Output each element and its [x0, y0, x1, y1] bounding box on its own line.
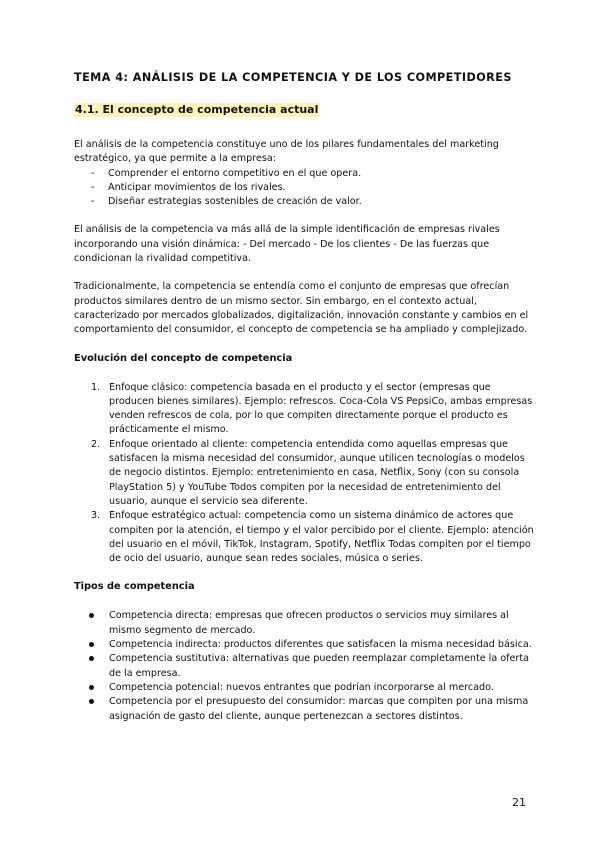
page-number: 21: [512, 796, 526, 809]
types-list-item: [74, 695, 534, 724]
bullet-dot-icon: [89, 613, 94, 618]
evolution-list-text: Enfoque estratégico actual: competencia como un sistema dinámico de actores que compiten por la atención, el tiempo y el valor percibido por el cliente. Ejemplo: atención del usuario en el móvil, TikTok, Instagram, Spotify, Netflix Todas compiten por el tiempo de ocio del usuario, aunque sean redes sociales, música o series.: [109, 510, 534, 565]
traditional-competition-paragraph: Tradicionalmente, la competencia se entendía como el conjunto de empresas que ofrecían productos similares dentro de un mismo sector. Sin embargo, en el contexto actual, caracterizado por mercados globalizados, digitalización, innovación constante y cambios en el comportamiento del consumidor, el concepto de competencia se ha ampliado y complejizado.: [74, 281, 529, 336]
types-list-text: Competencia directa: empresas que ofrecen productos o servicios muy similares al mismo segmento de mercado.: [109, 610, 509, 636]
types-list-item: [74, 681, 534, 695]
evolution-list-item: [74, 381, 534, 438]
bullet-dot-icon: [89, 685, 94, 690]
traditional-competition-block: [74, 280, 534, 337]
bullet-dot-icon: [89, 699, 94, 704]
dash-marker: -: [91, 167, 95, 179]
dynamic-vision-block: [74, 223, 534, 266]
dash-list-item: [74, 167, 534, 181]
intro-dash-list: [74, 167, 534, 210]
types-list-item: [74, 609, 534, 638]
section-heading-highlighted: 4.1. El concepto de competencia actual: [75, 103, 319, 116]
evolution-list-number: 3.: [91, 510, 101, 522]
dash-list-item-text: Anticipar movimientos de los rivales.: [108, 181, 286, 193]
dynamic-vision-paragraph: El análisis de la competencia va más allá de la simple identificación de empresas rivales incorporando una visión dinámica: - Del mercado - De los clientes - De las fuerzas que condicionan la rivalidad competitiva.: [74, 224, 500, 265]
types-list-text: Competencia por el presupuesto del consumidor: marcas que compiten por una misma asignación de gasto del cliente, aunque pertenezcan a sectores distintos.: [109, 696, 529, 722]
types-list-item: [74, 638, 534, 652]
evolution-heading: Evolución del concepto de competencia: [74, 352, 293, 364]
document-content: [74, 70, 534, 724]
intro-block: [74, 138, 534, 209]
dash-list-item: [74, 195, 534, 209]
bullet-dot-icon: [89, 642, 94, 647]
evolution-list-text: Enfoque orientado al cliente: competencia entendida como aquellas empresas que satisfacen la misma necesidad del consumidor, aunque utilicen tecnologías o modelos de negocio distintos. Ejemplo: entretenimiento en casa, Netflix, Sony (con su consola PlayStation 5) y YouTube Todos compiten por la necesidad de entretenimiento del usuario, aunque el servicio sea diferente.: [109, 438, 525, 507]
types-list-item: [74, 652, 534, 681]
evolution-list-item: [74, 438, 534, 509]
dash-list-item-text: Diseñar estrategias sostenibles de creación de valor.: [108, 196, 362, 208]
types-list: [74, 609, 534, 723]
evolution-list-item: [74, 509, 534, 566]
evolution-list: [74, 381, 534, 567]
dash-marker: -: [91, 196, 95, 208]
evolution-list-number: 1.: [91, 381, 101, 393]
types-list-text: Competencia indirecta: productos diferentes que satisfacen la misma necesidad básica.: [109, 639, 532, 651]
intro-paragraph: El análisis de la competencia constituye uno de los pilares fundamentales del marketing estratégico, ya que permite a la empresa:: [74, 139, 499, 165]
bullet-dot-icon: [89, 656, 94, 661]
types-list-text: Competencia sustitutiva: alternativas que pueden reemplazar completamente la oferta de la empresa.: [109, 653, 530, 679]
types-list-text: Competencia potencial: nuevos entrantes que podrían incorporarse al mercado.: [109, 681, 494, 693]
evolution-list-number: 2.: [91, 438, 101, 450]
dash-list-item-text: Comprender el entorno competitivo en el que opera.: [108, 167, 362, 179]
evolution-list-text: Enfoque clásico: competencia basada en el producto y el sector (empresas que producen bienes similares). Ejemplo: refrescos. Coca-Cola VS PepsiCo, ambas empresas venden refrescos de cola, por lo que compiten directamente porque el producto es prácticamente el mismo.: [109, 381, 533, 436]
page-title: TEMA 4: ANÁLISIS DE LA COMPETENCIA Y DE LOS COMPETIDORES: [74, 71, 512, 84]
types-heading: Tipos de competencia: [74, 581, 195, 593]
dash-marker: -: [91, 181, 95, 193]
dash-list-item: [74, 181, 534, 195]
